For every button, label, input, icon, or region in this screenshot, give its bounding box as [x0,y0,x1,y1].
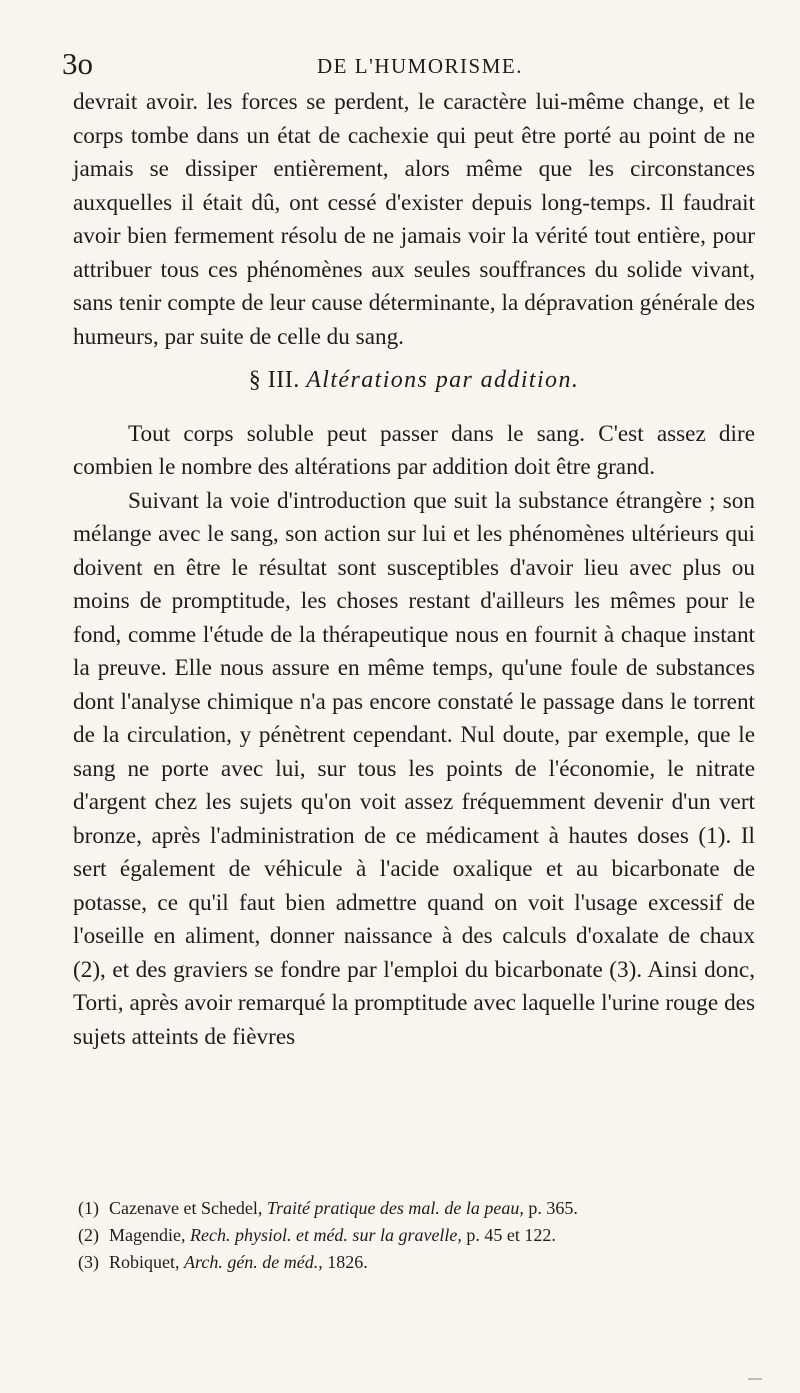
body-text [73,86,755,1054]
paragraph-continuation: devrait avoir. les forces se perdent, le caractère lui-même change, et le corps tombe dans un état de cachexie qui peut être porté au point de ne jamais se dissiper entièrement, alors même que les circonstances auxquelles il était dû, ont cessé d'exister depuis long-temps. Il faudrait avoir bien fermement résolu de ne jamais voir la vérité tout entière, pour attribuer tous ces phénomènes aux seules souffrances du solide vivant, sans tenir compte de leur cause déterminante, la dépravation générale des humeurs, par suite de celle du sang. [73,89,755,350]
section-number: § III. [248,367,300,393]
footnotes [78,1195,758,1276]
page-smudge-mark [748,1378,762,1384]
paragraph: Suivant la voie d'introduction que suit la substance étrangère ; son mélange avec le sang, son action sur lui et les phénomènes ultérieurs qui doivent en être le résultat sont susceptibles d'avoir lieu avec plus ou moins de promptitude, les choses restant d'ailleurs les mêmes pour le fond, comme l'étude de la thérapeutique nous en fournit à chaque instant la preuve. Elle nous assure en même temps, qu'une foule de substances dont l'analyse chimique n'a pas encore constaté le passage dans le torrent de la circulation, y pénètrent cependant. Nul doute, par exemple, que le sang ne porte avec lui, sur tous les points de l'économie, le nitrate d'argent chez les sujets qu'on voit assez fréquemment devenir d'un vert bronze, après l'administration de ce médicament à hautes doses (1). Il sert également de véhicule à l'acide oxalique et au bicarbonate de potasse, ce qu'il faut bien admettre quand on voit l'usage excessif de l'oseille en aliment, donner naissance à des calculs d'oxalate de chaux (2), et des graviers se fondre par l'emploi du bicarbonate (3). Ainsi donc, Torti, après avoir remarqué la promptitude avec laquelle l'urine rouge des sujets atteints de fièvres [73,487,755,1050]
page-number: 3o [62,46,93,81]
footnote-author: Cazenave et Schedel, [109,1198,263,1218]
footnote-number: (3) [78,1252,99,1272]
footnote-ref: p. 45 et 122. [466,1225,556,1245]
footnote [78,1195,758,1222]
footnote-work: Arch. gén. de méd., [184,1252,323,1272]
section-heading [73,364,755,398]
footnote [78,1222,758,1249]
paragraph: Tout corps soluble peut passer dans le sang. C'est assez dire combien le nombre des altérations par addition doit être grand. [73,420,755,480]
page-header [62,46,762,86]
running-title: DE L'HUMORISME. [317,54,523,78]
footnote [78,1249,758,1276]
footnote-number: (2) [78,1225,99,1245]
section-title: Altérations par addition. [306,367,580,393]
footnote-author: Robiquet, [109,1252,180,1272]
footnote-ref: p. 365. [528,1198,578,1218]
footnote-work: Rech. physiol. et méd. sur la gravelle, [189,1225,462,1245]
footnote-work: Traité pratique des mal. de la peau, [266,1198,524,1218]
footnote-ref: 1826. [327,1252,368,1272]
footnote-author: Magendie, [109,1225,186,1245]
footnote-number: (1) [78,1198,99,1218]
